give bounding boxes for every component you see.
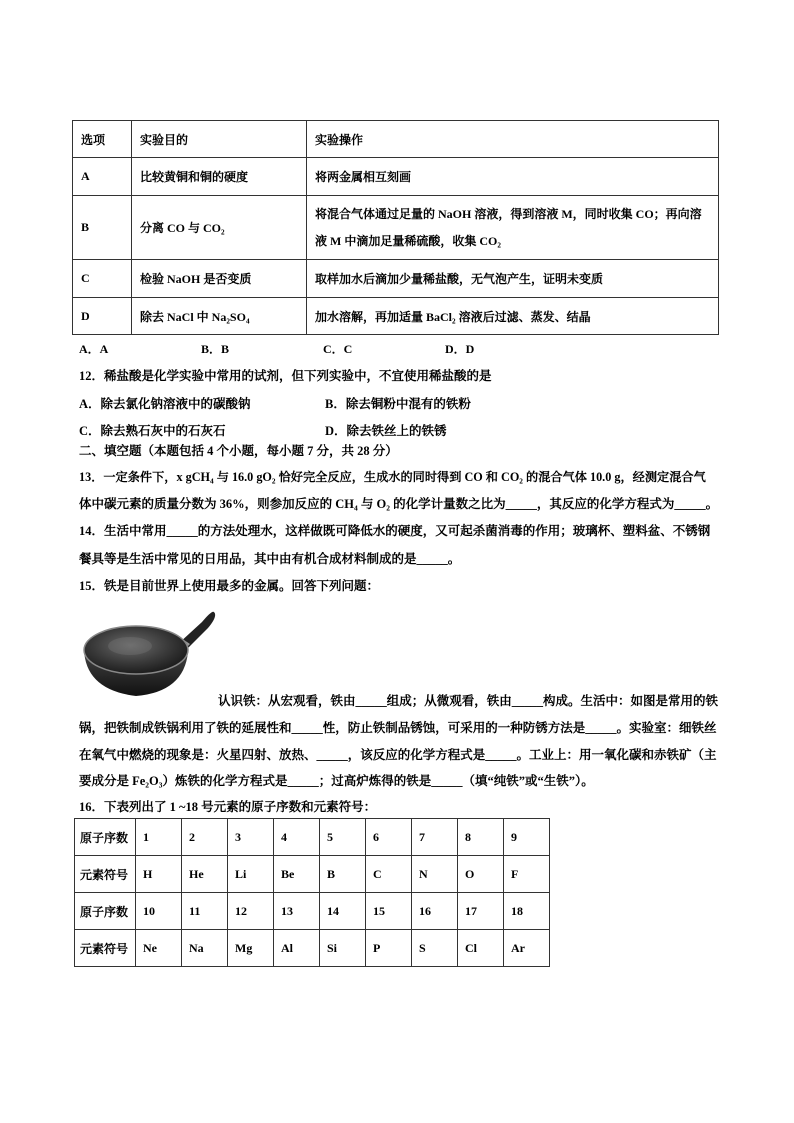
experiment-options-table xyxy=(72,120,719,335)
header-element-symbol: 元素符号 xyxy=(75,930,136,967)
element-symbol-cell: S xyxy=(412,930,458,967)
option-d: D．D xyxy=(445,342,475,356)
element-symbol-cell: Mg xyxy=(228,930,274,967)
table-row xyxy=(75,930,550,967)
atomic-number-cell: 15 xyxy=(366,893,412,930)
atomic-number-cell: 1 xyxy=(136,819,182,856)
element-symbol-cell: Be xyxy=(274,856,320,893)
q15-line4: 要成分是 Fe₂O₃）炼铁的化学方程式是_____；过高炉炼得的铁是_____（填“纯铁”或“生铁”）。 xyxy=(79,774,594,788)
table-row xyxy=(73,158,719,196)
atomic-number-cell: 2 xyxy=(182,819,228,856)
row-purpose: 除去 NaCl 中 Na₂SO₄ xyxy=(132,298,307,335)
q15-line1: 认识铁：从宏观看，铁由_____组成；从微观看，铁由_____构成。生活中：如图是常用的铁 xyxy=(218,694,719,708)
element-symbol-cell: He xyxy=(182,856,228,893)
element-symbol-cell: Ar xyxy=(504,930,550,967)
element-symbol-cell: Li xyxy=(228,856,274,893)
atomic-number-cell: 12 xyxy=(228,893,274,930)
row-operation: 将两金属相互刻画 xyxy=(307,158,719,196)
header-atomic-number: 原子序数 xyxy=(75,819,136,856)
row-purpose: 检验 NaOH 是否变质 xyxy=(132,260,307,298)
q15-line3: 在氧气中燃烧的现象是：火星四射、放热、_____，该反应的化学方程式是_____。工业上：用一氧化碳和赤铁矿（主 xyxy=(79,748,717,762)
q12-option-c: C．除去熟石灰中的石灰石 xyxy=(79,424,226,438)
row-operation-line2: 液 M 中滴加足量稀硫酸，收集 CO₂ xyxy=(315,233,501,248)
option-b: B．B xyxy=(201,342,230,356)
section-heading: 二、填空题（本题包括 4 个小题，每小题 7 分，共 28 分） xyxy=(79,444,398,458)
element-symbol-cell: C xyxy=(366,856,412,893)
element-table xyxy=(74,818,550,967)
atomic-number-cell: 13 xyxy=(274,893,320,930)
element-symbol-cell: F xyxy=(504,856,550,893)
element-symbol-cell: N xyxy=(412,856,458,893)
q13-line1: 13．一定条件下，x gCH₄ 与 16.0 gO₂ 恰好完全反应，生成水的同时得到 CO 和 CO₂ 的混合气体 10.0 g，经测定混合气 xyxy=(79,470,706,484)
atomic-number-cell: 9 xyxy=(504,819,550,856)
header-option: 选项 xyxy=(73,121,132,158)
q13-line2: 体中碳元素的质量分数为 36%，则参加反应的 CH₄ 与 O₂ 的化学计量数之比为_____，其反应的化学方程式为_____。 xyxy=(79,497,719,511)
q16-stem: 16．下表列出了 1 ~18 号元素的原子序数和元素符号： xyxy=(79,800,377,814)
header-element-symbol: 元素符号 xyxy=(75,856,136,893)
table-row xyxy=(73,196,719,260)
header-purpose: 实验目的 xyxy=(132,121,307,158)
element-symbol-cell: Al xyxy=(274,930,320,967)
q14-line1: 14．生活中常用_____的方法处理水，这样做既可降低水的硬度，又可起杀菌消毒的作用；玻璃杯、塑料盆、不锈钢 xyxy=(79,524,711,538)
row-purpose: 比较黄铜和铜的硬度 xyxy=(132,158,307,196)
atomic-number-cell: 10 xyxy=(136,893,182,930)
atomic-number-cell: 4 xyxy=(274,819,320,856)
row-operation-line1: 将混合气体通过足量的 NaOH 溶液，得到溶液 M，同时收集 CO；再向溶 xyxy=(315,206,702,221)
q15-line2: 锅，把铁制成铁锅利用了铁的延展性和_____性，防止铁制品锈蚀，可采用的一种防锈方法是_____。实验室：细铁丝 xyxy=(79,721,717,735)
q11-options xyxy=(79,341,474,357)
table-row xyxy=(75,856,550,893)
element-symbol-cell: Cl xyxy=(458,930,504,967)
q12-option-d: D．除去铁丝上的铁锈 xyxy=(325,424,447,438)
element-symbol-cell: Ne xyxy=(136,930,182,967)
row-operation xyxy=(307,196,719,260)
row-purpose: 分离 CO 与 CO₂ xyxy=(132,196,307,260)
row-option: A xyxy=(73,158,132,196)
header-operation: 实验操作 xyxy=(307,121,719,158)
header-atomic-number: 原子序数 xyxy=(75,893,136,930)
option-a: A．A xyxy=(79,342,109,356)
option-c: C．C xyxy=(323,342,353,356)
element-symbol-cell: H xyxy=(136,856,182,893)
table-header-row xyxy=(73,121,719,158)
row-operation: 加水溶解，再加适量 BaCl₂ 溶液后过滤、蒸发、结晶 xyxy=(307,298,719,335)
wok-pan-image xyxy=(80,604,220,700)
atomic-number-cell: 17 xyxy=(458,893,504,930)
table-row xyxy=(75,893,550,930)
element-symbol-cell: P xyxy=(366,930,412,967)
q12-option-a: A．除去氯化钠溶液中的碳酸钠 xyxy=(79,397,251,411)
table-row xyxy=(73,298,719,335)
atomic-number-cell: 8 xyxy=(458,819,504,856)
element-symbol-cell: Na xyxy=(182,930,228,967)
q15-stem: 15．铁是目前世界上使用最多的金属。回答下列问题： xyxy=(79,579,380,593)
row-operation: 取样加水后滴加少量稀盐酸，无气泡产生，证明未变质 xyxy=(307,260,719,298)
q12-option-b: B．除去铜粉中混有的铁粉 xyxy=(325,397,471,411)
element-symbol-cell: O xyxy=(458,856,504,893)
q12-stem: 12．稀盐酸是化学实验中常用的试剂，但下列实验中，不宜使用稀盐酸的是 xyxy=(79,369,492,383)
q14-line2: 餐具等是生活中常见的日用品，其中由有机合成材料制成的是_____。 xyxy=(79,552,461,566)
atomic-number-cell: 6 xyxy=(366,819,412,856)
table-row xyxy=(73,260,719,298)
row-option: B xyxy=(73,196,132,260)
element-symbol-cell: Si xyxy=(320,930,366,967)
atomic-number-cell: 16 xyxy=(412,893,458,930)
atomic-number-cell: 7 xyxy=(412,819,458,856)
element-symbol-cell: B xyxy=(320,856,366,893)
atomic-number-cell: 11 xyxy=(182,893,228,930)
row-option: C xyxy=(73,260,132,298)
row-option: D xyxy=(73,298,132,335)
atomic-number-cell: 18 xyxy=(504,893,550,930)
atomic-number-cell: 3 xyxy=(228,819,274,856)
table-row xyxy=(75,819,550,856)
atomic-number-cell: 14 xyxy=(320,893,366,930)
atomic-number-cell: 5 xyxy=(320,819,366,856)
